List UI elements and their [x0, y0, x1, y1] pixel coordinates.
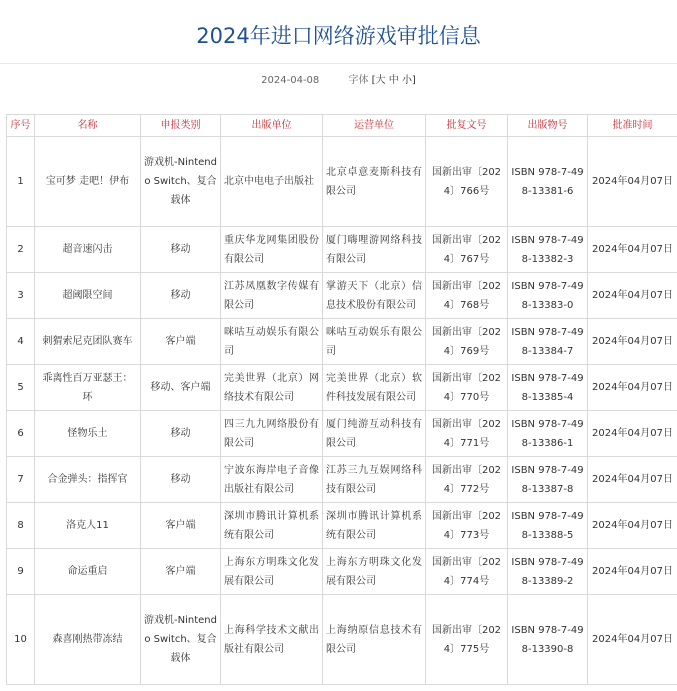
cell-approval-number: 国新出审〔2024〕771号: [426, 411, 508, 457]
table-row: [7, 595, 677, 685]
page-title: 2024年进口网络游戏审批信息: [196, 24, 481, 48]
cell-approval-date: 2024年04月07日: [588, 411, 677, 457]
cell-game-name: 森喜刚热带冻结: [35, 595, 141, 685]
column-header-approval-date: 批准时间: [588, 115, 677, 137]
cell-isbn: ISBN 978-7-498-13385-4: [508, 365, 588, 411]
cell-operator: 掌游天下（北京）信息技术股份有限公司: [323, 273, 426, 319]
cell-game-name: 刺猬索尼克团队赛车: [35, 319, 141, 365]
cell-operator: 厦门纯游互动科技有限公司: [323, 411, 426, 457]
cell-approval-number: 国新出审〔2024〕768号: [426, 273, 508, 319]
cell-operator: 上海纳原信息技术有限公司: [323, 595, 426, 685]
cell-index: 3: [7, 273, 35, 319]
table-row: [7, 365, 677, 411]
cell-operator: 江苏三九互娱网络科技有限公司: [323, 457, 426, 503]
cell-isbn: ISBN 978-7-498-13388-5: [508, 503, 588, 549]
table-header-row: [7, 115, 677, 137]
cell-approval-number: 国新出审〔2024〕766号: [426, 137, 508, 227]
cell-category: 移动: [141, 273, 221, 319]
cell-operator: 深圳市腾讯计算机系统有限公司: [323, 503, 426, 549]
cell-game-name: 命运重启: [35, 549, 141, 595]
table-row: [7, 503, 677, 549]
table-row: [7, 319, 677, 365]
cell-index: 8: [7, 503, 35, 549]
title-divider: [0, 63, 677, 64]
column-header-approval-number: 批复文号: [426, 115, 508, 137]
column-header-game-name: 名称: [35, 115, 141, 137]
cell-isbn: ISBN 978-7-498-13390-8: [508, 595, 588, 685]
cell-category: 移动: [141, 411, 221, 457]
cell-index: 10: [7, 595, 35, 685]
cell-category: 客户端: [141, 503, 221, 549]
font-size-large-link[interactable]: [大: [371, 75, 386, 86]
cell-index: 7: [7, 457, 35, 503]
font-size-label: 字体: [348, 75, 369, 86]
cell-approval-date: 2024年04月07日: [588, 137, 677, 227]
column-header-category: 申报类别: [141, 115, 221, 137]
cell-publisher: 江苏凤凰数字传媒有限公司: [221, 273, 323, 319]
cell-approval-date: 2024年04月07日: [588, 365, 677, 411]
column-header-operator: 运营单位: [323, 115, 426, 137]
cell-index: 5: [7, 365, 35, 411]
cell-game-name: 宝可梦 走吧！伊布: [35, 137, 141, 227]
cell-category: 客户端: [141, 549, 221, 595]
table-row: [7, 549, 677, 595]
cell-index: 6: [7, 411, 35, 457]
cell-publisher: 咪咕互动娱乐有限公司: [221, 319, 323, 365]
cell-category: 游戏机-Nintendo Switch、复合载体: [141, 595, 221, 685]
cell-game-name: 合金弹头：指挥官: [35, 457, 141, 503]
cell-publisher: 重庆华龙网集团股份有限公司: [221, 227, 323, 273]
cell-game-name: 乖离性百万亚瑟王：环: [35, 365, 141, 411]
table-row: [7, 273, 677, 319]
cell-isbn: ISBN 978-7-498-13387-8: [508, 457, 588, 503]
cell-isbn: ISBN 978-7-498-13382-3: [508, 227, 588, 273]
cell-approval-date: 2024年04月07日: [588, 457, 677, 503]
publish-date: 2024-04-08: [261, 75, 320, 86]
cell-approval-number: 国新出审〔2024〕767号: [426, 227, 508, 273]
cell-publisher: 北京中电电子出版社: [221, 137, 323, 227]
font-size-medium-link[interactable]: 中: [388, 75, 399, 86]
cell-approval-number: 国新出审〔2024〕774号: [426, 549, 508, 595]
column-header-index: 序号: [7, 115, 35, 137]
cell-isbn: ISBN 978-7-498-13381-6: [508, 137, 588, 227]
cell-index: 1: [7, 137, 35, 227]
cell-game-name: 洛克人11: [35, 503, 141, 549]
cell-game-name: 怪物乐土: [35, 411, 141, 457]
table-row: [7, 411, 677, 457]
cell-isbn: ISBN 978-7-498-13389-2: [508, 549, 588, 595]
cell-game-name: 超阈限空间: [35, 273, 141, 319]
font-size-switcher: [348, 75, 415, 86]
cell-publisher: 宁波东海岸电子音像出版社有限公司: [221, 457, 323, 503]
cell-approval-date: 2024年04月07日: [588, 503, 677, 549]
cell-category: 移动、客户端: [141, 365, 221, 411]
cell-operator: 完美世界（北京）软件科技发展有限公司: [323, 365, 426, 411]
cell-approval-number: 国新出审〔2024〕769号: [426, 319, 508, 365]
cell-approval-date: 2024年04月07日: [588, 549, 677, 595]
cell-publisher: 四三九九网络股份有限公司: [221, 411, 323, 457]
column-header-isbn: 出版物号: [508, 115, 588, 137]
cell-approval-number: 国新出审〔2024〕772号: [426, 457, 508, 503]
cell-index: 2: [7, 227, 35, 273]
cell-approval-date: 2024年04月07日: [588, 319, 677, 365]
cell-approval-number: 国新出审〔2024〕773号: [426, 503, 508, 549]
cell-isbn: ISBN 978-7-498-13386-1: [508, 411, 588, 457]
cell-approval-number: 国新出审〔2024〕775号: [426, 595, 508, 685]
article-meta: [0, 71, 677, 86]
cell-publisher: 完美世界（北京）网络技术有限公司: [221, 365, 323, 411]
approval-table: [6, 114, 677, 685]
column-header-publisher: 出版单位: [221, 115, 323, 137]
cell-publisher: 上海科学技术文献出版社有限公司: [221, 595, 323, 685]
cell-category: 客户端: [141, 319, 221, 365]
cell-approval-number: 国新出审〔2024〕770号: [426, 365, 508, 411]
font-size-small-link[interactable]: 小]: [401, 75, 416, 86]
cell-operator: 厦门嗨哩游网络科技有限公司: [323, 227, 426, 273]
cell-approval-date: 2024年04月07日: [588, 595, 677, 685]
cell-operator: 上海东方明珠文化发展有限公司: [323, 549, 426, 595]
cell-index: 4: [7, 319, 35, 365]
cell-publisher: 上海东方明珠文化发展有限公司: [221, 549, 323, 595]
table-row: [7, 227, 677, 273]
table-row: [7, 457, 677, 503]
cell-operator: 咪咕互动娱乐有限公司: [323, 319, 426, 365]
cell-isbn: ISBN 978-7-498-13384-7: [508, 319, 588, 365]
cell-publisher: 深圳市腾讯计算机系统有限公司: [221, 503, 323, 549]
cell-game-name: 超音速闪击: [35, 227, 141, 273]
cell-approval-date: 2024年04月07日: [588, 227, 677, 273]
table-row: [7, 137, 677, 227]
cell-category: 移动: [141, 227, 221, 273]
cell-isbn: ISBN 978-7-498-13383-0: [508, 273, 588, 319]
cell-category: 移动: [141, 457, 221, 503]
table-body: [7, 137, 677, 685]
cell-category: 游戏机-Nintendo Switch、复合载体: [141, 137, 221, 227]
cell-index: 9: [7, 549, 35, 595]
cell-approval-date: 2024年04月07日: [588, 273, 677, 319]
cell-operator: 北京卓意麦斯科技有限公司: [323, 137, 426, 227]
